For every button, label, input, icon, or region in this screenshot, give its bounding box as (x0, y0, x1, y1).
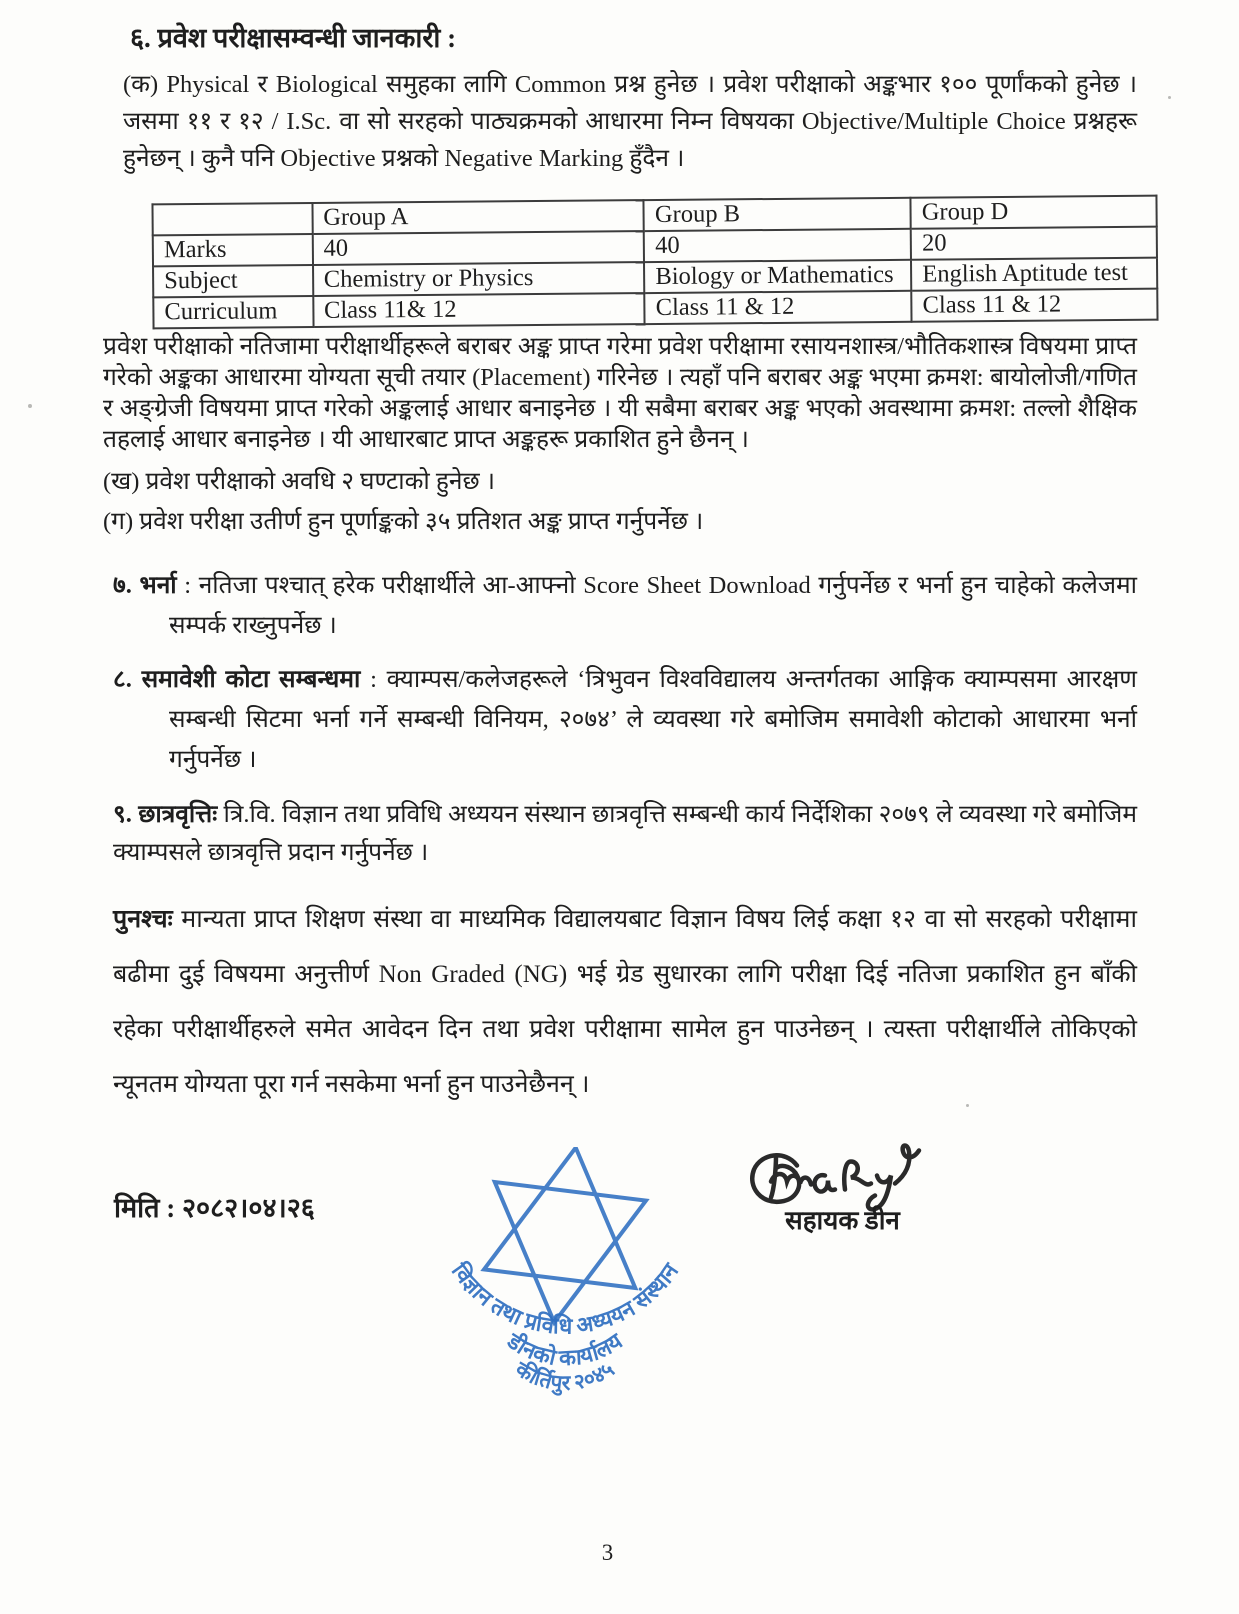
table-cell: Class 11& 12 (313, 293, 645, 327)
stamp-institute-text: विज्ञान तथा प्रविधि अध्ययन संस्थान (446, 1258, 684, 1339)
table-cell-group-b: Group B (644, 198, 911, 231)
table-cell: Subject (153, 265, 313, 297)
section6-item-kha: (ख) प्रवेश परीक्षाको अवधि २ घण्टाको हुनेछ । (103, 468, 496, 495)
stamp-place-year-text: कीर्तिपुर २०४५ (511, 1356, 619, 1395)
section7-admission (113, 566, 1137, 646)
section8-text: : क्याम्पस/कलेजहरूले ‘त्रिभुवन विश्वविद्यालय अन्तर्गतका आङ्गिक क्याम्पसमा आरक्षण सम्बन्धी सिटमा भर्ना गर्ने सम्बन्धी विनियम, २०७४’ ले व्यवस्था गरे बमोजिम समावेशी कोटाको आधारमा भर्ना गर्नुपर्नेछ । (169, 666, 1137, 773)
signatory-title: सहायक डीन (785, 1206, 900, 1235)
signature-block (735, 1130, 950, 1237)
section7-lead: ७. भर्ना (113, 572, 177, 599)
page-number: 3 (601, 1540, 614, 1565)
table-cell-group-d: Group D (911, 196, 1157, 229)
table-cell: English Aptitude test (911, 258, 1157, 291)
date-label: मिति : (114, 1193, 176, 1223)
table-cell: Chemistry or Physics (313, 262, 645, 296)
date-value: २०८२।०४।२६ (182, 1193, 315, 1223)
office-stamp (415, 1147, 715, 1412)
table-cell: Biology or Mathematics (644, 260, 911, 293)
section6-heading: ६. प्रवेश परीक्षासम्वन्धी जानकारी : (130, 23, 457, 53)
section7-text: : नतिजा पश्चात् हरेक परीक्षार्थीले आ-आफ्नो Score Sheet Download गर्नुपर्नेछ र भर्ना हुन चाहेको कलेजमा सम्पर्क राख्नुपर्नेछ । (169, 572, 1137, 639)
section9-text: त्रि.वि. विज्ञान तथा प्रविधि अध्ययन संस्थान छात्रवृत्ति सम्बन्धी कार्य निर्देशिका २०७९ ले व्यवस्था गरे बमोजिम क्याम्पसले छात्रवृत्ति प्रदान गर्नुपर्नेछ । (113, 801, 1137, 866)
date-line (114, 1188, 315, 1225)
postscript-lead: पुनश्चः (113, 906, 173, 933)
section8-inclusive-quota (113, 660, 1137, 780)
table-cell: Curriculum (153, 296, 313, 328)
scan-speckle (966, 1104, 969, 1107)
table-cell: 40 (312, 231, 644, 265)
table-cell: 20 (911, 227, 1157, 260)
table-cell-blank (152, 203, 312, 235)
section9-scholarship (113, 796, 1137, 872)
table-cell-group-a: Group A (312, 200, 644, 234)
stamp-office-text: डीनको कार्यालय (503, 1328, 627, 1371)
section8-lead: ८. समावेशी कोटा सम्बन्धमा (113, 666, 361, 693)
exam-groups-table (151, 195, 1158, 330)
table-cell: Marks (153, 234, 313, 266)
section6-item-ka: (क) Physical र Biological समुहका लागि Common प्रश्न हुनेछ । प्रवेश परीक्षाको अङ्कभार १०० पूर्णांकको हुनेछ । जसमा ११ र १२ / I.Sc. वा सो सरहको पाठ्यक्रमको आधारमा निम्न विषयका Objective/Multiple Choice प्रश्नहरू हुनेछन् । कुनै पनि Objective प्रश्नको Negative Marking हुँदैन । (123, 71, 1137, 172)
table-cell: Class 11 & 12 (645, 291, 912, 324)
section6-item-ga: (ग) प्रवेश परीक्षा उतीर्ण हुन पूर्णाङ्कको ३५ प्रतिशत अङ्क प्राप्त गर्नुपर्नेछ । (103, 508, 704, 535)
postscript-paragraph (113, 892, 1137, 1112)
postscript-text: मान्यता प्राप्त शिक्षण संस्था वा माध्यमिक विद्यालयबाट विज्ञान विषय लिई कक्षा १२ वा सो सरहको परीक्षामा बढीमा दुई विषयमा अनुत्तीर्ण Non Graded (NG) भई ग्रेड सुधारका लागि परीक्षा दिई नतिजा प्रकाशित हुन बाँकी रहेका परीक्षार्थीहरुले समेत आवेदन दिन तथा प्रवेश परीक्षामा सामेल हुन पाउनेछन् । त्यस्ता परीक्षार्थीले तोकिएको न्यूनतम योग्यता पूरा गर्न नसकेमा भर्ना हुन पाउनेछैनन् । (113, 906, 1137, 1098)
table-cell: Class 11 & 12 (911, 289, 1157, 322)
tie-break-paragraph: प्रवेश परीक्षाको नतिजामा परीक्षार्थीहरूले बराबर अङ्क प्राप्त गरेमा प्रवेश परीक्षामा रसायनशास्त्र/भौतिकशास्त्र विषयमा प्राप्त गरेको अङ्कका आधारमा योग्यता सूची तयार (Placement) गरिनेछ । त्यहाँ पनि बराबर अङ्क भएमा क्रमश: बायोलोजी/गणित र अङ्ग्रेजी विषयमा प्राप्त गरेको अङ्कलाई आधार बनाइनेछ । यी सबैमा बराबर अङ्क भएको अवस्थामा क्रमश: तल्लो शैक्षिक तहलाई आधार बनाइनेछ । यी आधारबाट प्राप्त अङ्कहरू प्रकाशित हुने छैनन् । (103, 333, 1137, 453)
scan-speckle (1168, 96, 1171, 99)
section9-lead: ९. छात्रवृत्तिः (113, 801, 218, 828)
scan-speckle (28, 404, 32, 408)
table-cell: 40 (644, 229, 911, 262)
